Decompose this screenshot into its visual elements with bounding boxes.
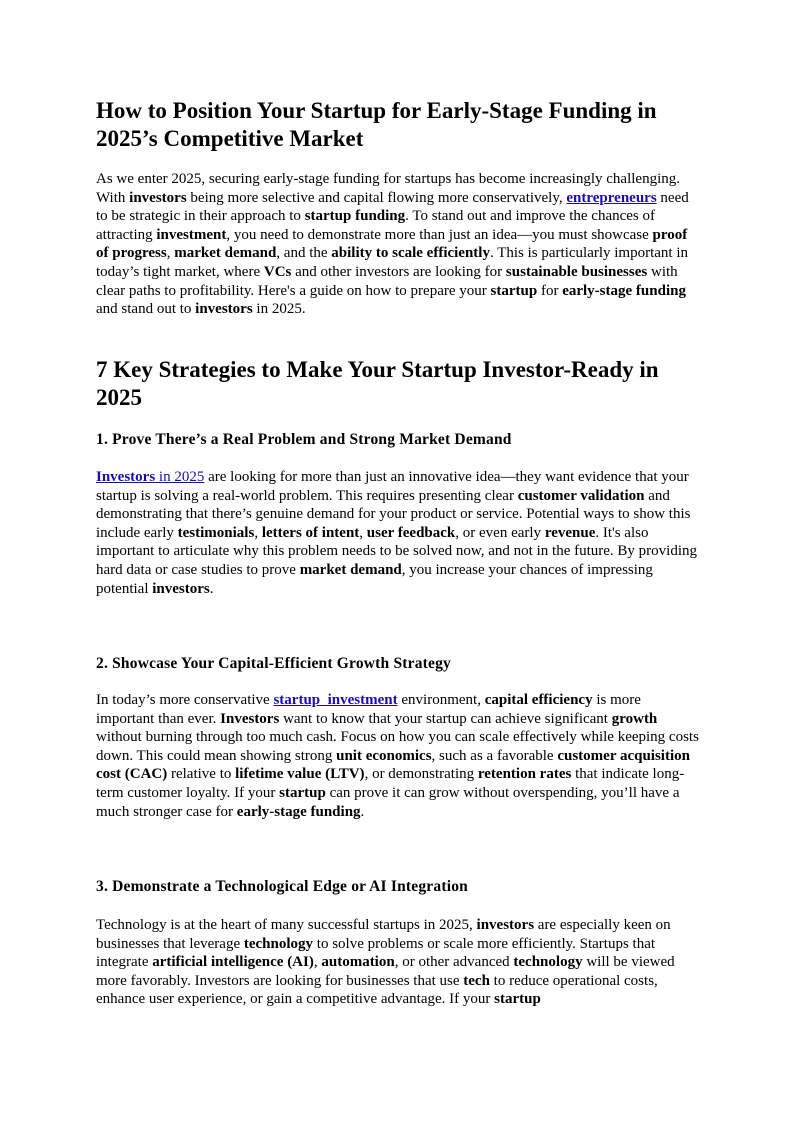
- text: without burning through too much cash. Focus on how you can scale effectively while keeping costs down. This could mean showing strong: [96, 729, 699, 764]
- bold-term: user feedback: [366, 524, 456, 541]
- section-2-heading: 2. Showcase Your Capital-Efficient Growth Strategy: [96, 655, 451, 672]
- bold-term: letters of intent: [261, 524, 360, 541]
- bold-term: lifetime value (LTV): [235, 766, 365, 783]
- text: want to know that your startup can achieve significant: [279, 710, 612, 727]
- strategies-heading: 7 Key Strategies to Make Your Startup Investor-Ready in 2025: [96, 357, 659, 410]
- text: In today’s more conservative: [96, 692, 274, 708]
- text: , you increase your chances of impressing potential: [96, 561, 653, 597]
- bold-term: Investors: [220, 710, 280, 727]
- text: for: [537, 282, 563, 299]
- link-label-bold: Investors: [96, 469, 156, 485]
- text: ,: [254, 524, 262, 541]
- text: ,: [313, 954, 322, 971]
- text: , such as a favorable: [431, 747, 558, 764]
- text: in 2025.: [252, 301, 306, 318]
- text: relative to: [167, 766, 236, 783]
- text: . This is particularly important in today’s tight market, where: [96, 245, 689, 280]
- text: to reduce operational costs, enhance user experience, or gain a competitive advantage. If your: [96, 972, 658, 1008]
- bold-term: startup funding: [304, 208, 406, 225]
- bold-term: investors: [476, 917, 535, 933]
- text: and other investors are looking for: [291, 263, 506, 280]
- text: .: [209, 580, 214, 597]
- bold-term: startup: [494, 991, 541, 1008]
- bold-term: customer validation: [517, 487, 645, 504]
- link-label: startup investment: [273, 692, 398, 708]
- text: , or even early: [455, 524, 545, 541]
- text: ,: [359, 524, 367, 541]
- bold-term: investment: [156, 226, 227, 243]
- text: . To stand out and improve the chances of attracting: [96, 208, 655, 243]
- bold-term: ability to scale efficiently: [331, 245, 490, 262]
- link-label: entrepreneurs: [566, 189, 657, 206]
- bold-term: sustainable businesses: [505, 263, 648, 280]
- entrepreneurs-link[interactable]: [566, 190, 656, 206]
- bold-term: investors: [129, 189, 187, 206]
- text: are especially keen on businesses that leverage: [96, 917, 671, 952]
- text: and demonstrating that there’s genuine demand for your product or service. Potential ways to show this include early: [96, 487, 691, 541]
- text: ,: [166, 245, 175, 262]
- text: environment,: [397, 692, 485, 708]
- bold-term: artificial intelligence (AI): [152, 954, 314, 971]
- bold-term: market demand: [174, 245, 277, 262]
- text: . It's also important to articulate why this problem needs to be solved now, and not in the future. By providing hard data or case studies to prove: [96, 524, 697, 578]
- text: to solve problems or scale more efficiently. Startups that integrate: [96, 935, 656, 971]
- investors-2025-link[interactable]: [96, 469, 204, 485]
- section-3-paragraph: [96, 916, 702, 1009]
- bold-term: testimonials: [177, 524, 255, 541]
- bold-term: retention rates: [477, 766, 572, 783]
- startup-investment-link[interactable]: [273, 692, 397, 708]
- text: are looking for more than just an innovative idea—they want evidence that your startup is solving a real-world problem. This requires presenting clear: [96, 469, 689, 504]
- bold-term: VCs: [263, 263, 292, 280]
- text: need to be strategic in their approach to: [96, 189, 689, 225]
- bold-term: startup: [279, 784, 326, 801]
- section-3-heading: 3. Demonstrate a Technological Edge or AI Integration: [96, 878, 468, 895]
- text: As we enter 2025, securing early-stage funding for startups has become increasingly challenging. With: [96, 171, 680, 206]
- bold-term: technology: [513, 954, 583, 971]
- bold-term: investors: [195, 301, 253, 318]
- text: , or demonstrating: [364, 766, 478, 783]
- text: being more selective and capital flowing more conservatively,: [186, 189, 567, 206]
- section-2-paragraph: [96, 691, 702, 821]
- intro-paragraph: [96, 170, 702, 319]
- bold-term: market demand: [299, 561, 402, 578]
- text: .: [360, 803, 365, 820]
- section-1-paragraph: [96, 468, 702, 598]
- text: can prove it can grow without overspending, you’ll have a much stronger case for: [96, 784, 680, 820]
- bold-term: investors: [152, 580, 210, 597]
- bold-term: early-stage funding: [562, 282, 686, 299]
- bold-term: tech: [463, 972, 490, 989]
- text: , you need to demonstrate more than just an idea—you must showcase: [226, 226, 653, 243]
- bold-term: capital efficiency: [484, 692, 593, 708]
- bold-term: unit economics: [336, 747, 432, 764]
- bold-term: startup: [490, 282, 538, 299]
- bold-term: early-stage funding: [236, 803, 361, 820]
- bold-term: technology: [243, 935, 314, 952]
- section-1-heading: 1. Prove There’s a Real Problem and Strong Market Demand: [96, 431, 512, 448]
- text: , or other advanced: [394, 954, 514, 971]
- bold-term: automation: [321, 954, 395, 971]
- bold-term: revenue: [544, 524, 596, 541]
- text: that indicate long-term customer loyalty. If your: [96, 766, 685, 801]
- bold-term: proof of progress: [96, 226, 688, 262]
- text: , and the: [276, 245, 332, 262]
- bold-term: customer acquisition cost (CAC): [96, 747, 690, 783]
- text: will be viewed more favorably. Investors are looking for businesses that use: [96, 954, 675, 989]
- text: Technology is at the heart of many successful startups in 2025,: [96, 917, 477, 933]
- bold-term: growth: [611, 710, 658, 727]
- page-title: How to Position Your Startup for Early-Stage Funding in 2025’s Competitive Market: [96, 98, 657, 151]
- text: with clear paths to profitability. Here's a guide on how to prepare your: [96, 263, 678, 299]
- text: is more important than ever.: [96, 692, 641, 727]
- text: and stand out to: [96, 301, 196, 318]
- link-label-rest: in 2025: [155, 469, 205, 485]
